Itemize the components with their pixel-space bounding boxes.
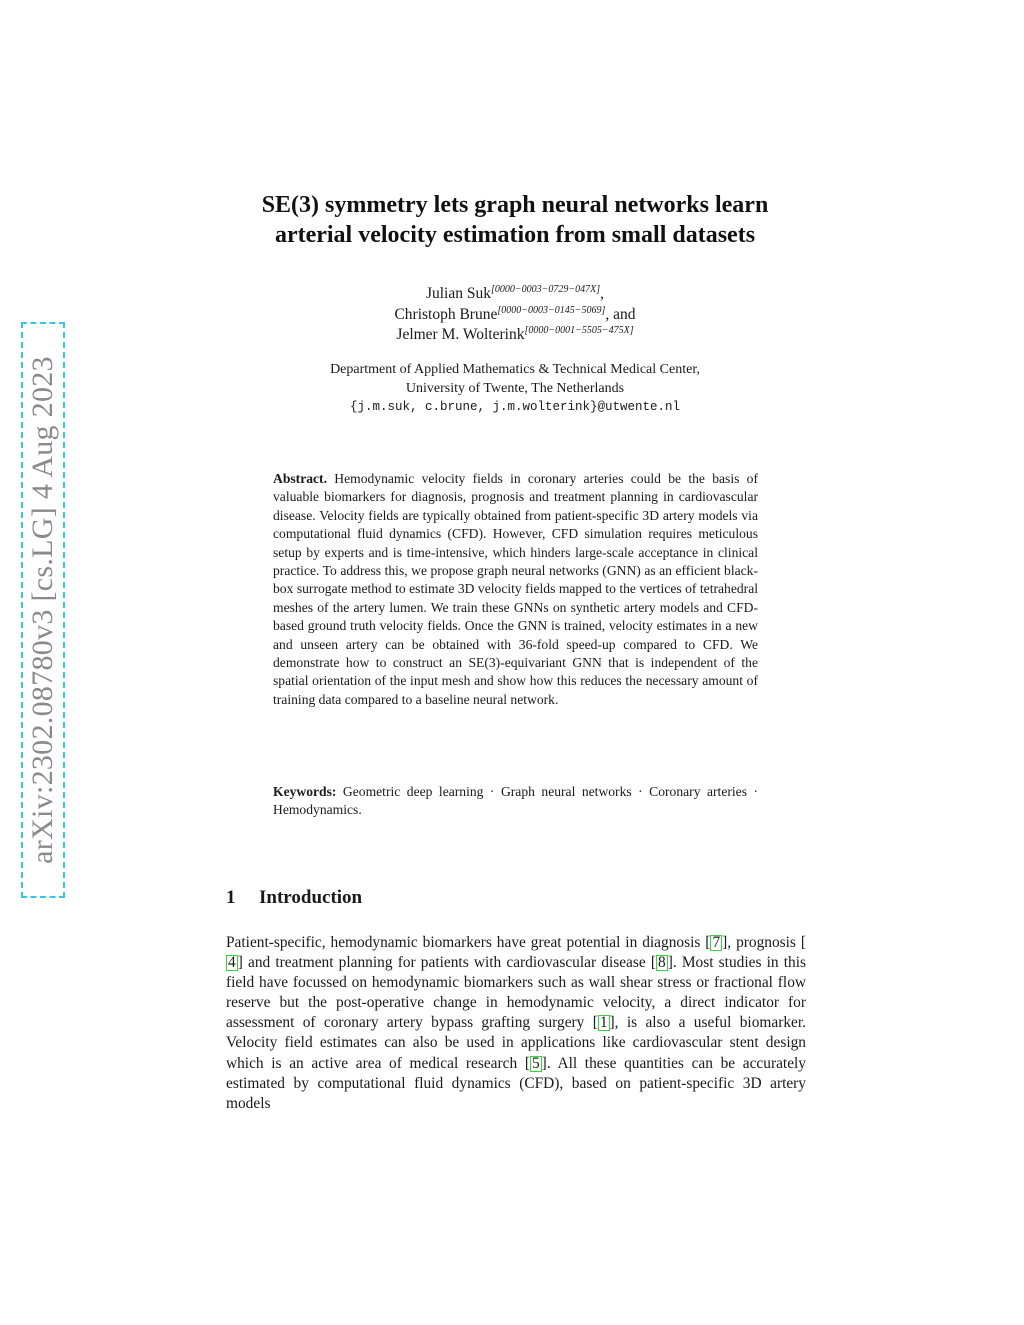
affiliation-line-2: University of Twente, The Netherlands	[405, 380, 625, 396]
section-heading	[226, 887, 362, 909]
abstract	[273, 470, 758, 709]
orcid-id[interactable]: [0000−0001−5505−475X]	[524, 325, 634, 336]
title-line-1: SE(3) symmetry lets graph neural networks learn	[261, 192, 769, 218]
orcid-id[interactable]: [0000−0003−0729−047X]	[491, 284, 601, 295]
author-3	[230, 325, 800, 346]
citation-link[interactable]: 4	[228, 954, 236, 972]
arxiv-identifier: arXiv:2302.08780v3 [cs.LG] 4 Aug 2023	[26, 356, 59, 864]
paper-title	[200, 190, 830, 250]
section-number: 1	[226, 887, 236, 908]
citation-link[interactable]: 7	[712, 934, 721, 951]
author-name: Christoph Brune	[394, 305, 498, 323]
author-name: Jelmer M. Wolterink	[396, 326, 525, 343]
affiliation	[230, 361, 800, 417]
abstract-label: Abstract.	[273, 471, 327, 486]
citation-link[interactable]: 5	[531, 1054, 540, 1072]
keywords	[273, 783, 758, 820]
author-2: Christoph Brune[0000−0003−0145−5069], and	[394, 304, 636, 323]
author-name: Julian Suk	[425, 285, 491, 302]
author-1: Julian Suk[0000−0003−0729−047X],	[425, 284, 605, 302]
section-title: Introduction	[259, 887, 363, 908]
author-emails[interactable]: {j.m.suk, c.brune, j.m.wolterink}@utwente.nl	[349, 400, 681, 414]
introduction-paragraph: Patient-specific, hemodynamic biomarkers have great potential in diagnosis [ 7 ], prognosis [4 ] and treatment planning for patients with cardiovascular disease [ 8 ]. Most studies in this field have focussed on hemodynamic biomarkers such as wall shear stress or fractional flow reserve but the post-operative change in hemodynamic velocity, a direct indicator for assessment of coronary artery bypass grafting surgery [ 1 ], is also a useful biomarker. Velocity field estimates can also be used in applications like cardiovascular stent design which is an active area of medical research [ 5 ]. All these quantities can be accurately estimated by computational fluid dynamics (CFD), based on patient-specific 3D artery models	[226, 934, 807, 1112]
orcid-id[interactable]: [0000−0003−0145−5069]	[497, 304, 606, 316]
keywords-label: Keywords:	[273, 784, 337, 799]
keywords-text: Geometric deep learning · Graph neural networks · Coronary arteries · Hemodynamics.	[273, 784, 758, 818]
author-list	[230, 284, 800, 346]
arxiv-identifier-stamp	[21, 322, 65, 898]
citation-link[interactable]: 8	[658, 954, 666, 972]
affiliation-line-1: Department of Applied Mathematics & Technical Medical Center,	[330, 362, 700, 377]
citation-link[interactable]: 1	[599, 1014, 608, 1032]
abstract-text: Hemodynamic velocity fields in coronary arteries could be the basis of valuable biomarkers for diagnosis, prognosis and treatment planning in cardiovascular disease. Velocity fields are typically obtained from patient-specific 3D artery models via computational fluid dynamics (CFD). However, CFD simulation requires meticulous setup by experts and is time-intensive, which hinders large-scale acceptance in clinical practice. To address this, we propose graph neural networks (GNN) as an efficient black-box surrogate method to estimate 3D velocity fields mapped to the vertices of tetrahedral meshes of the artery lumen. We train these GNNs on synthetic artery models and CFD-based ground truth velocity fields. Once the GNN is trained, velocity estimates in a new and unseen artery can be obtained with 36-fold speed-up compared to CFD. We demonstrate how to construct an SE(3)-equivariant GNN that is independent of the spatial orientation of the input mesh and show how this reduces the necessary amount of training data compared to a baseline neural network.	[273, 471, 758, 707]
title-line-2: arterial velocity estimation from small datasets	[274, 222, 756, 248]
